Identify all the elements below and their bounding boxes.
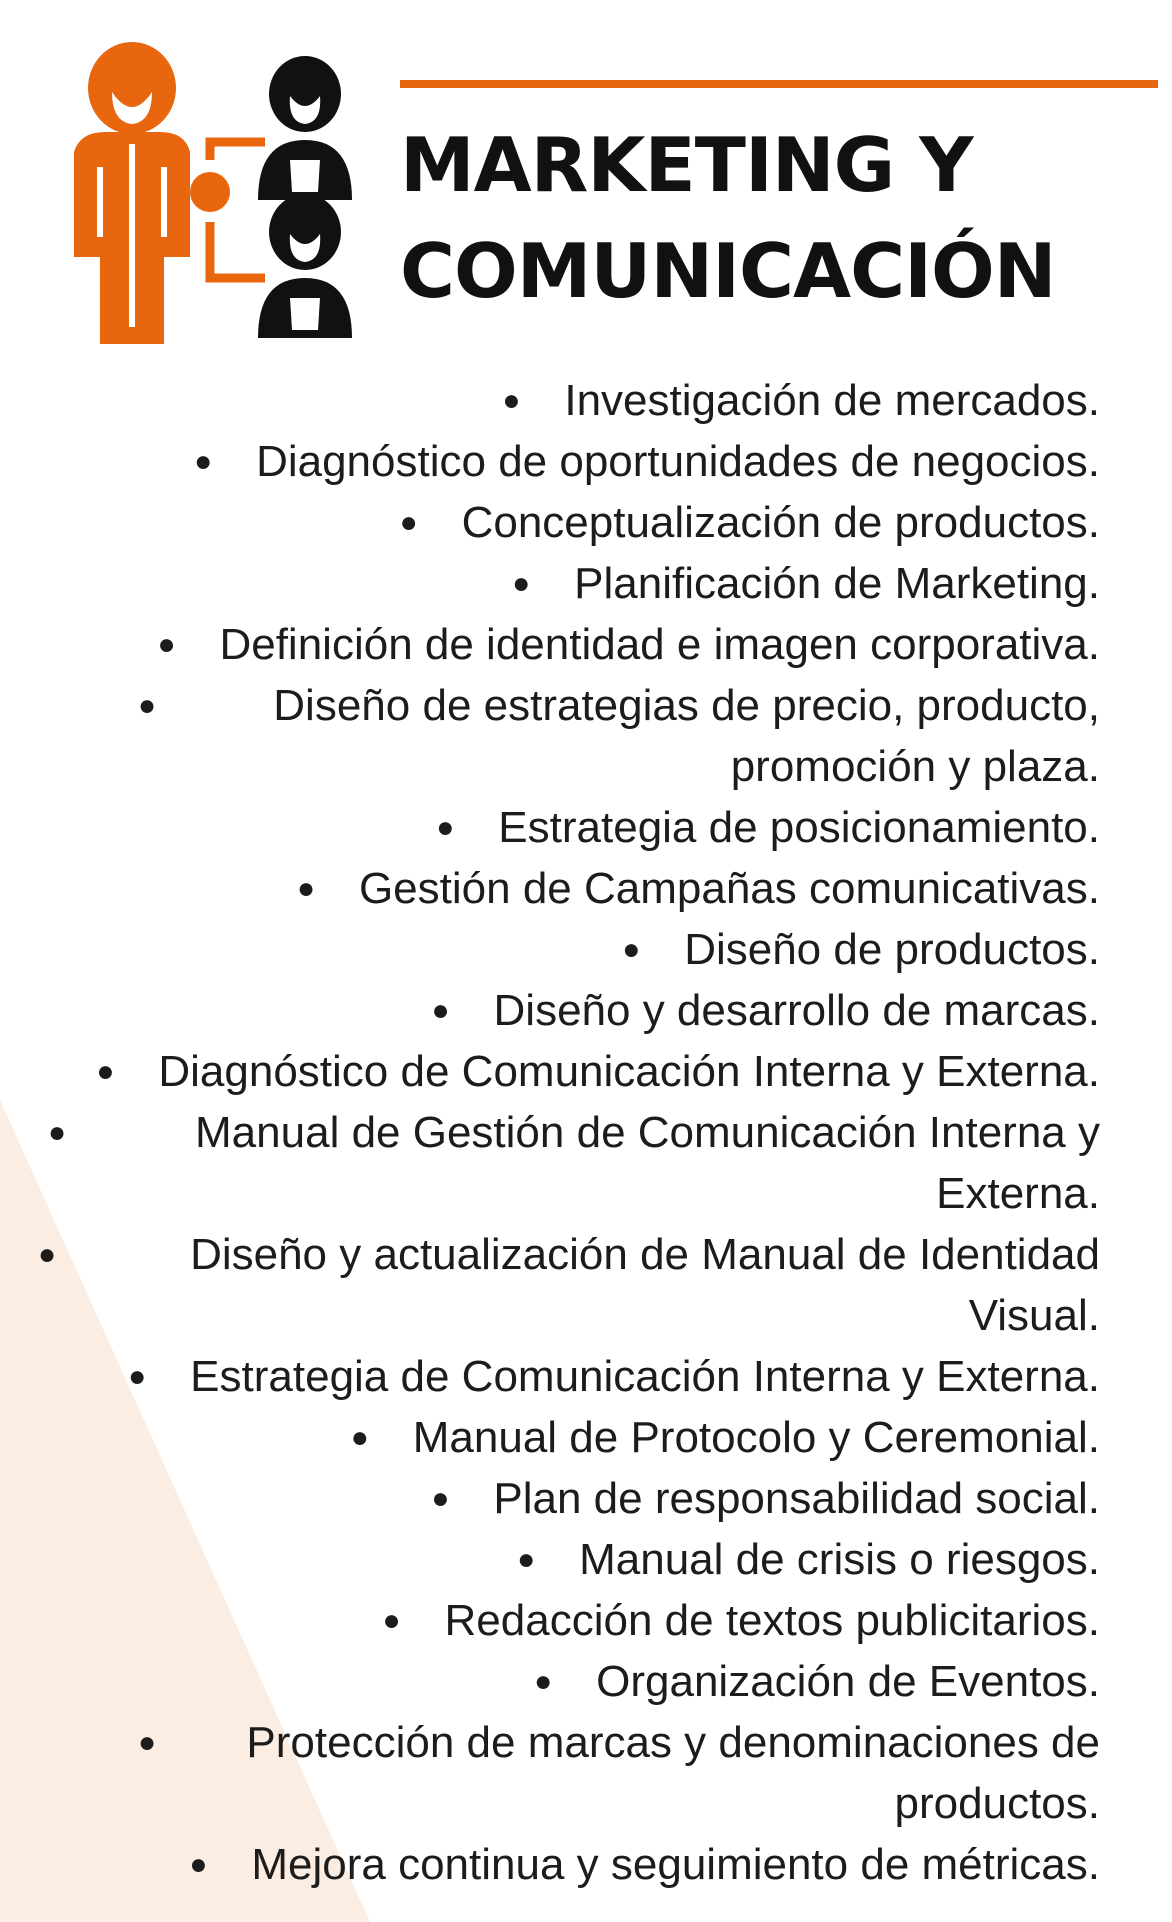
- service-text: Plan de responsabilidad social.: [493, 1474, 1100, 1523]
- list-item: [0, 1651, 1100, 1712]
- service-text: Diseño y actualización de Manual de Identidad Visual.: [190, 1230, 1100, 1340]
- bullet-icon: ●: [138, 1726, 157, 1759]
- list-item: [0, 431, 1100, 492]
- list-item: [0, 1407, 1100, 1468]
- bullet-icon: ●: [96, 1055, 115, 1088]
- list-item: [0, 614, 1100, 675]
- list-item: [0, 370, 1100, 431]
- list-item: [0, 1041, 1100, 1102]
- service-text: Protección de marcas y denominaciones de productos.: [246, 1718, 1100, 1828]
- bullet-icon: ●: [138, 689, 157, 722]
- list-item: [0, 1468, 1100, 1529]
- bullet-icon: ●: [512, 567, 531, 600]
- team-hierarchy-icon: [60, 32, 360, 352]
- service-text: Conceptualización de productos.: [461, 498, 1100, 547]
- service-text: Estrategia de Comunicación Interna y Externa.: [190, 1352, 1100, 1401]
- bullet-icon: ●: [431, 1482, 450, 1515]
- service-text: Diseño y desarrollo de marcas.: [493, 986, 1100, 1035]
- service-text: Redacción de textos publicitarios.: [444, 1596, 1100, 1645]
- page-title: [400, 112, 1140, 324]
- list-item: [0, 919, 1100, 980]
- header-divider: [400, 80, 1158, 88]
- bullet-icon: ●: [157, 628, 176, 661]
- bullet-icon: ●: [534, 1665, 553, 1698]
- service-text: Manual de Gestión de Comunicación Interna y Externa.: [195, 1108, 1100, 1218]
- bullet-icon: ●: [517, 1543, 536, 1576]
- service-text: Gestión de Campañas comunicativas.: [358, 864, 1100, 913]
- service-text: Diagnóstico de Comunicación Interna y Externa.: [158, 1047, 1100, 1096]
- service-text: Diseño de estrategias de precio, producto, promoción y plaza.: [273, 681, 1100, 791]
- page-title-line: MARKETING Y: [400, 121, 973, 209]
- list-item: [0, 1712, 1100, 1834]
- list-item: [0, 675, 1100, 797]
- service-text: Planificación de Marketing.: [574, 559, 1100, 608]
- bullet-icon: ●: [382, 1604, 401, 1637]
- black-person-icon: [258, 56, 352, 200]
- service-text: Organización de Eventos.: [596, 1657, 1100, 1706]
- list-item: [0, 1224, 1100, 1346]
- service-text: Diseño de productos.: [684, 925, 1100, 974]
- list-item: [0, 1102, 1100, 1224]
- bullet-icon: ●: [436, 811, 455, 844]
- page-title-line: COMUNICACIÓN: [400, 227, 1056, 315]
- list-item: [0, 553, 1100, 614]
- bullet-icon: ●: [399, 506, 418, 539]
- orange-person-icon: [74, 42, 230, 344]
- list-item: [0, 1346, 1100, 1407]
- bullet-icon: ●: [502, 384, 521, 417]
- bullet-icon: ●: [128, 1360, 147, 1393]
- service-text: Estrategia de posicionamiento.: [498, 803, 1100, 852]
- list-item: [0, 797, 1100, 858]
- bullet-icon: ●: [48, 1116, 67, 1149]
- bullet-icon: ●: [194, 445, 213, 478]
- list-item: [0, 980, 1100, 1041]
- service-text: Manual de Protocolo y Ceremonial.: [412, 1413, 1100, 1462]
- bullet-icon: ●: [431, 994, 450, 1027]
- list-item: [0, 858, 1100, 919]
- list-item: [0, 1834, 1100, 1895]
- bullet-icon: ●: [622, 933, 641, 966]
- service-text: Definición de identidad e imagen corporativa.: [219, 620, 1100, 669]
- list-item: [0, 1529, 1100, 1590]
- bullet-icon: ●: [38, 1238, 57, 1271]
- bullet-icon: ●: [189, 1848, 208, 1881]
- service-text: Mejora continua y seguimiento de métricas.: [251, 1840, 1100, 1889]
- bullet-icon: ●: [350, 1421, 369, 1454]
- service-text: Manual de crisis o riesgos.: [579, 1535, 1100, 1584]
- bullet-icon: ●: [296, 872, 316, 905]
- services-list: [0, 370, 1100, 1895]
- black-person-icon: [258, 194, 352, 338]
- list-item: [0, 1590, 1100, 1651]
- service-text: Investigación de mercados.: [564, 376, 1100, 425]
- list-item: [0, 492, 1100, 553]
- service-text: Diagnóstico de oportunidades de negocios.: [256, 437, 1100, 486]
